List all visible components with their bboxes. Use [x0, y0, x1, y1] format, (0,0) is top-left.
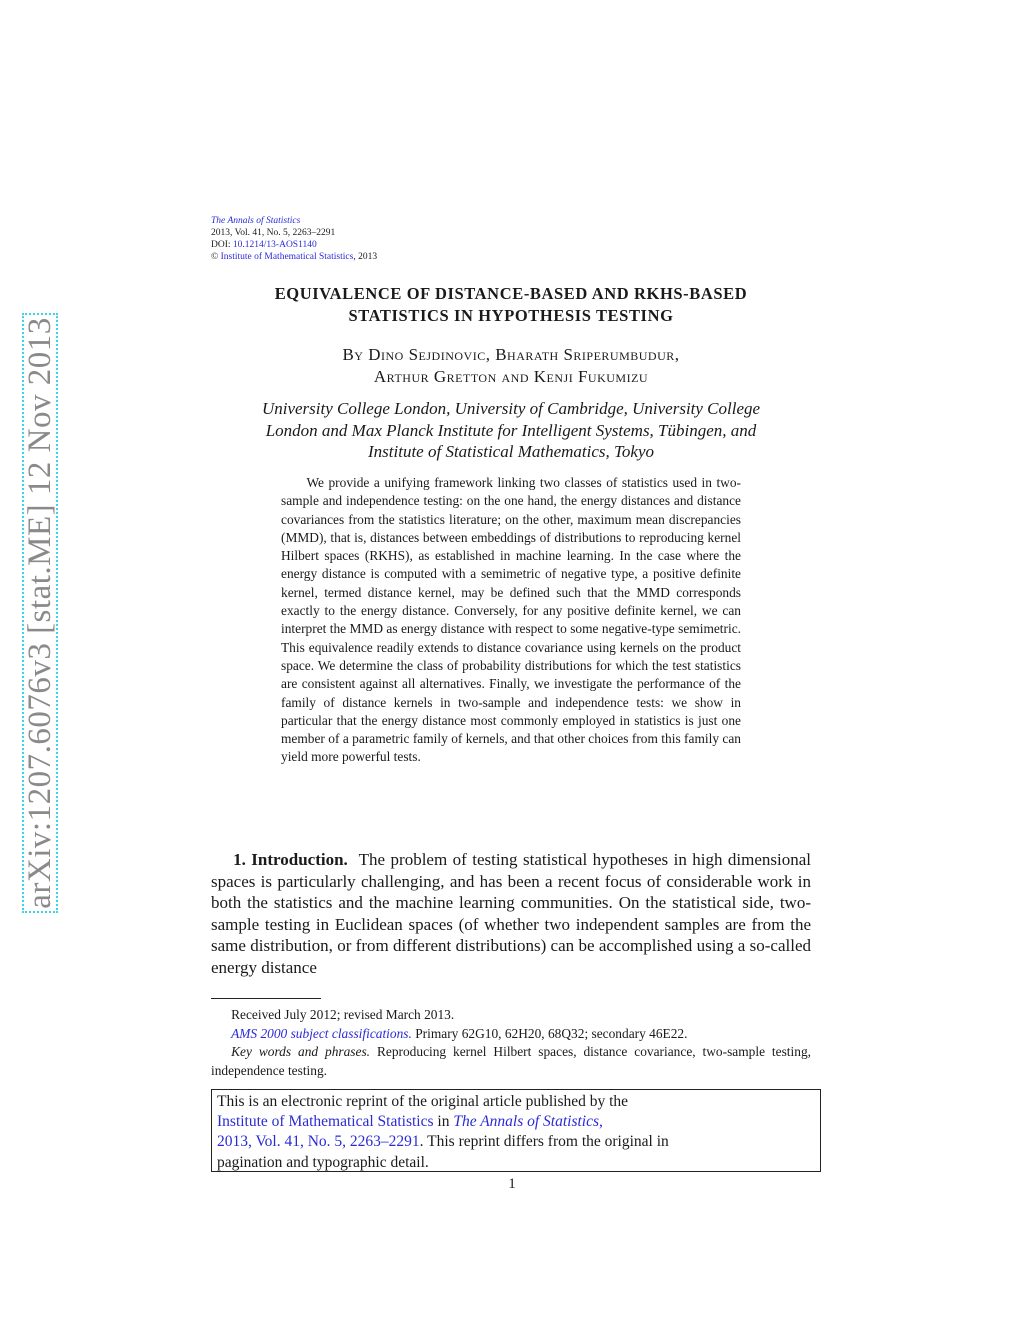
ams-classification: AMS 2000 subject classifications. Primary 62G10, 62H20, 68Q32; secondary 46E22. — [231, 1025, 688, 1041]
page-number: 1 — [508, 1176, 516, 1192]
paper-title — [211, 283, 811, 327]
publisher-link[interactable]: Institute of Mathematical Statistics — [220, 252, 354, 262]
reprint-notice: This is an electronic reprint of the original article published by the Institute of Mathematical Statistics in The Annals of Statistics, 2013, Vol. 41, No. 5, 2263–2291. This reprint differs from the original in pagination and typographic detail. — [211, 1089, 821, 1172]
copyright-icon: © — [211, 252, 219, 262]
journal-issue: 2013, Vol. 41, No. 5, 2263–2291 — [211, 228, 336, 238]
received-dates: Received July 2012; revised March 2013. — [231, 1007, 455, 1022]
affiliation-line-1: University College London, University of Cambridge, University College — [261, 399, 761, 418]
reprint-citation-link[interactable]: 2013, Vol. 41, No. 5, 2263–2291 — [217, 1133, 420, 1151]
doi-link[interactable]: 10.1214/13-AOS1140 — [232, 240, 317, 250]
section-heading: 1. Introduction. — [233, 850, 348, 869]
introduction-text: The problem of testing statistical hypotheses in high dimensional spaces is particularly challenging, and has been a recent focus of considerable work in both the statistics and the machine learning communities. On the statistical side, two-sample testing in Euclidean spaces (of whether two independent samples are from the same distribution, or from different distributions) can be accomplished using a so-called energy distance — [211, 850, 812, 977]
journal-copyright: © Institute of Mathematical Statistics, 2013 — [211, 252, 378, 262]
affiliation-line-2: London and Max Planck Institute for Intelligent Systems, Tübingen, and — [265, 420, 757, 440]
author-affiliations — [211, 398, 811, 463]
journal-info — [211, 215, 377, 263]
authors-line-2: Arthur Gretton and Kenji Fukumizu — [373, 367, 649, 386]
reprint-publisher-link[interactable]: Institute of Mathematical Statistics — [217, 1113, 434, 1131]
introduction-paragraph — [211, 849, 811, 979]
footnotes — [211, 1006, 811, 1080]
keywords: Key words and phrases. Reproducing kernel Hilbert spaces, distance covariance, two-sample testing, independence testing. — [211, 1044, 811, 1078]
authors-line-1: By Dino Sejdinovic, Bharath Sriperumbudur, — [342, 345, 680, 364]
ams-classification-link[interactable]: AMS 2000 subject classifications. — [231, 1025, 412, 1041]
title-line-1: EQUIVALENCE OF DISTANCE-BASED AND RKHS-BASED — [274, 284, 748, 303]
affiliation-line-3: Institute of Statistical Mathematics, Tokyo — [368, 442, 654, 461]
footnote-rule — [211, 998, 321, 999]
paper-authors — [211, 344, 811, 388]
abstract: We provide a unifying framework linking two classes of statistics used in two-sample and independence testing: on the one hand, the energy distances and distance covariances from the statistics literature; on the other, maximum mean discrepancies (MMD), that is, distances between embeddings of distributions to reproducing kernel Hilbert spaces (RKHS), as established in machine learning. In the case where the energy distance is computed with a semimetric of negative type, a positive definite kernel, termed distance kernel, may be defined such that the MMD corresponds exactly to the energy distance. Conversely, for any positive definite kernel, we can interpret the MMD as energy distance with respect to some negative-type semimetric. This equivalence readily extends to distance covariance using kernels on the product space. We determine the class of probability distributions for which the test statistics are consistent against all alternatives. Finally, we investigate the performance of the family of distance kernels in two-sample and independence tests: we show in particular that the energy distance most commonly employed in statistics is just one member of a parametric family of kernels, and that other choices from this family can yield more powerful tests. — [281, 475, 741, 765]
title-line-2: STATISTICS IN HYPOTHESIS TESTING — [348, 306, 674, 325]
journal-doi: DOI: 10.1214/13-AOS1140 — [211, 240, 317, 250]
journal-name-link[interactable]: The Annals of Statistics — [211, 216, 301, 226]
arxiv-identifier[interactable]: arXiv:1207.6076v3 [stat.ME] 12 Nov 2013 — [22, 317, 58, 909]
reprint-journal-link[interactable]: The Annals of Statistics — [453, 1113, 600, 1131]
